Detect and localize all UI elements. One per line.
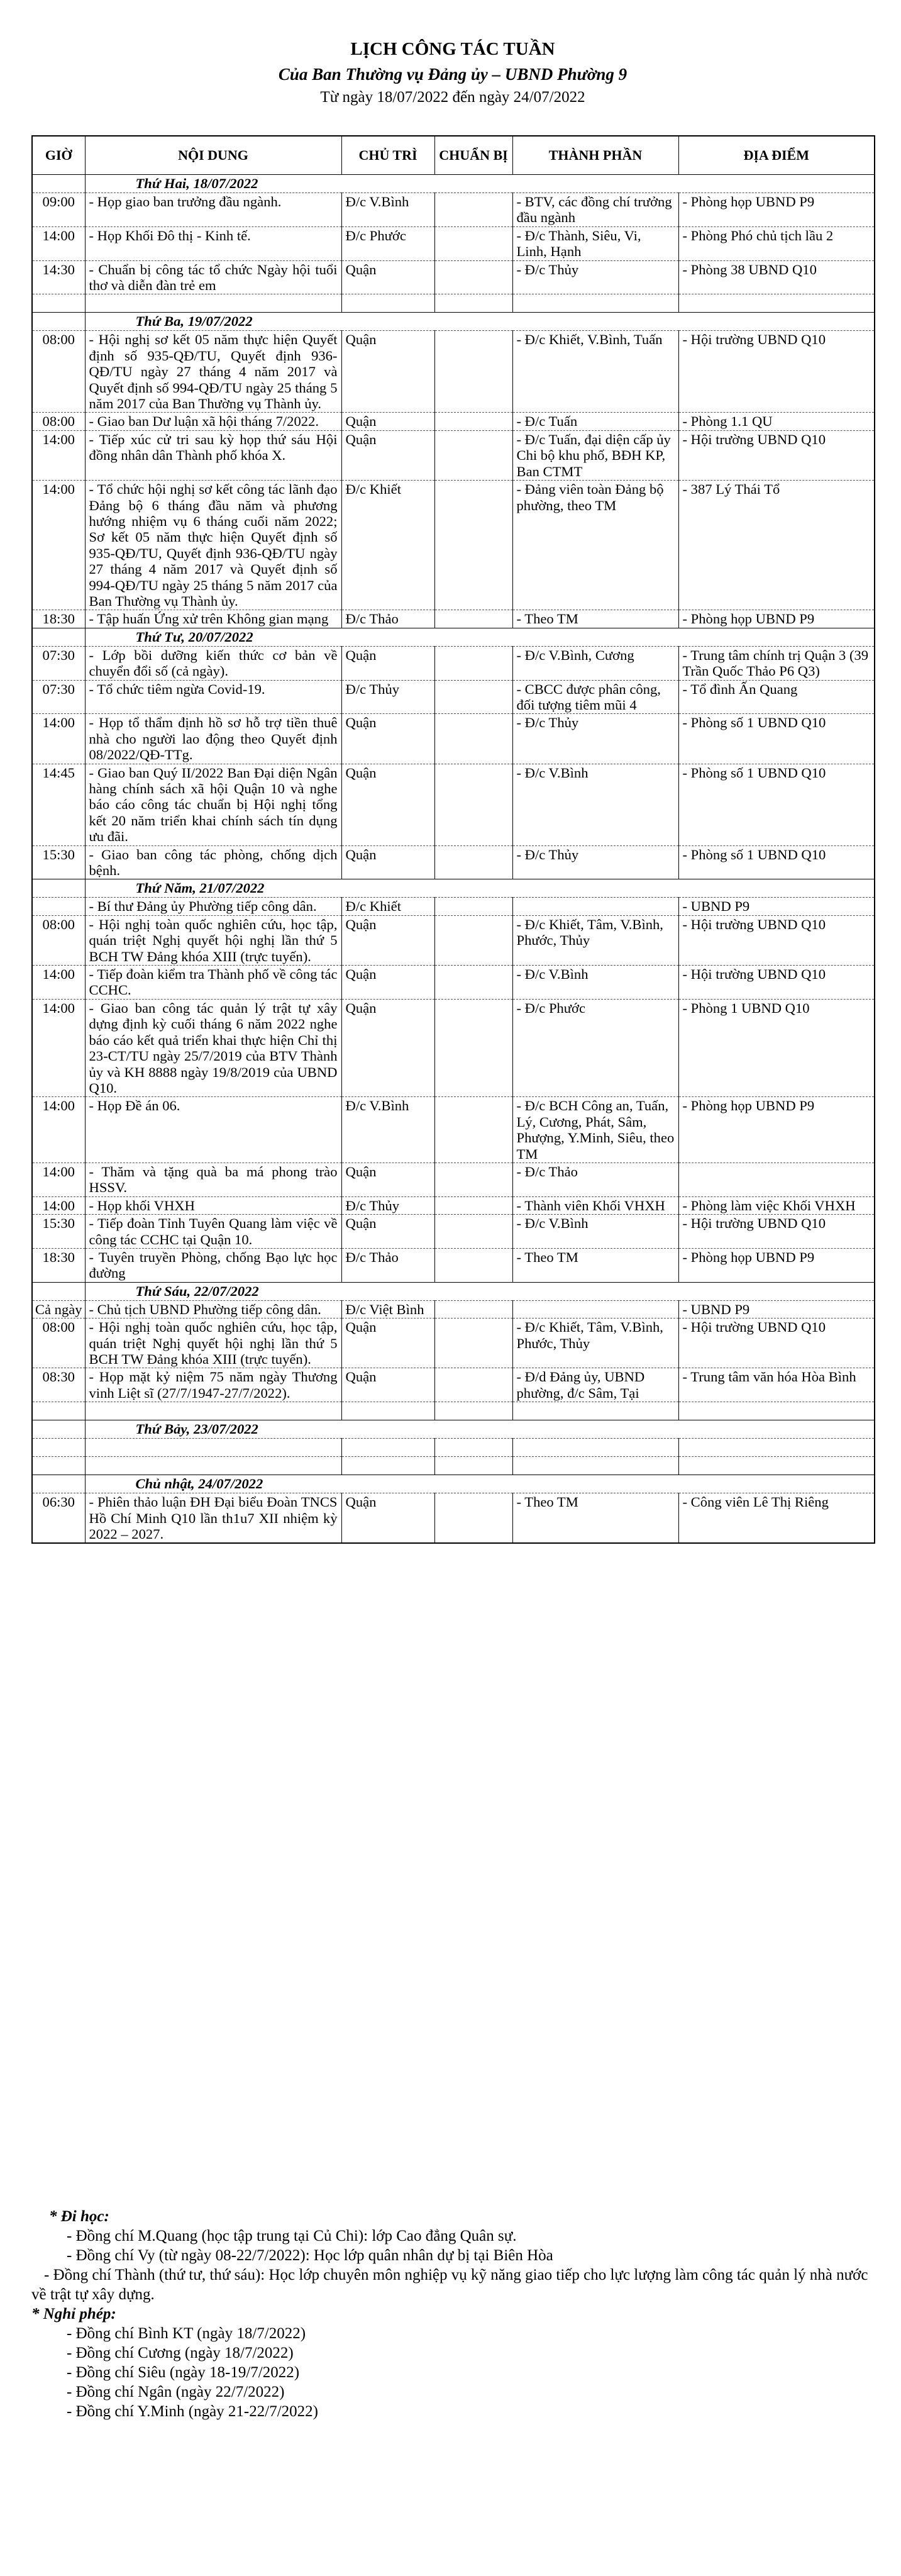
table-row — [32, 764, 875, 845]
cell-chair: Đ/c Khiết — [341, 898, 434, 915]
cell-members: - Đ/c Thành, Siêu, Vi, Linh, Hạnh — [512, 226, 678, 260]
cell-time: 08:00 — [32, 915, 85, 965]
cell-content: - Tuyên truyền Phòng, chống Bạo lực học đường — [85, 1248, 341, 1282]
table-row — [32, 915, 875, 965]
cell-time: 14:30 — [32, 260, 85, 294]
cell-time: 08:30 — [32, 1368, 85, 1402]
table-row — [32, 1300, 875, 1318]
cell-location: - Phòng số 1 UBND Q10 — [678, 714, 875, 764]
cell-location: - Phòng Phó chủ tịch lầu 2 — [678, 226, 875, 260]
table-row — [32, 1215, 875, 1249]
leave-item: - Đồng chí Y.Minh (ngày 21-22/7/2022) — [67, 2403, 318, 2420]
cell-prep — [434, 1300, 512, 1318]
cell-location: - Hội trường UBND Q10 — [678, 1215, 875, 1249]
cell-time: 06:30 — [32, 1493, 85, 1544]
table-row — [32, 1439, 875, 1457]
cell-prep — [434, 413, 512, 430]
cell-prep — [434, 1163, 512, 1196]
cell-prep — [434, 294, 512, 313]
table-row — [32, 430, 875, 480]
cell-chair: Đ/c Việt Bình — [341, 1300, 434, 1318]
column-header-members: THÀNH PHẦN — [512, 136, 678, 175]
cell-location — [678, 1402, 875, 1420]
table-row — [32, 193, 875, 227]
cell-time: 08:00 — [32, 413, 85, 430]
cell-members: - Đ/c BCH Công an, Tuấn, Lý, Cương, Phát, Sâm, Phượng, Y.Minh, Siêu, theo TM — [512, 1097, 678, 1163]
study-item: - Đồng chí M.Quang (học tập trung tại Củ Chi): lớp Cao đẳng Quân sự. — [67, 2228, 517, 2244]
cell-chair: Quận — [341, 1319, 434, 1368]
cell-members — [512, 1402, 678, 1420]
cell-time: 09:00 — [32, 193, 85, 227]
cell-chair: Quận — [341, 764, 434, 845]
cell-location: - Trung tâm văn hóa Hòa Bình — [678, 1368, 875, 1402]
cell-time — [32, 898, 85, 915]
cell-members: - Thành viên Khối VHXH — [512, 1196, 678, 1214]
column-header-content: NỘI DUNG — [85, 136, 341, 175]
table-row — [32, 294, 875, 313]
cell-time: 15:30 — [32, 1215, 85, 1249]
table-row — [32, 1319, 875, 1368]
cell-time: Cả ngày — [32, 1300, 85, 1318]
column-header-location: ĐỊA ĐIỂM — [678, 136, 875, 175]
cell-chair: Quận — [341, 1368, 434, 1402]
cell-location: - Hội trường UBND Q10 — [678, 915, 875, 965]
cell-time: 15:30 — [32, 845, 85, 879]
cell-chair: Quận — [341, 714, 434, 764]
cell-prep — [434, 430, 512, 480]
cell-prep — [434, 1493, 512, 1544]
cell-chair: Quận — [341, 999, 434, 1096]
table-row — [32, 226, 875, 260]
cell-location: - Phòng 38 UBND Q10 — [678, 260, 875, 294]
cell-members: - Đ/c V.Bình, Cương — [512, 646, 678, 680]
cell-content: - Hội nghị toàn quốc nghiên cứu, học tập, quán triệt Nghị quyết hội nghị lần thứ 5 BCH TW Đảng khóa XIII (trực tuyến). — [85, 1319, 341, 1368]
day-header-blank — [32, 1282, 85, 1300]
cell-prep — [434, 331, 512, 413]
cell-prep — [434, 646, 512, 680]
cell-content: - Tiếp đoàn Tỉnh Tuyên Quang làm việc về công tác CCHC tại Quận 10. — [85, 1215, 341, 1249]
table-row — [32, 999, 875, 1096]
cell-members: - Đ/c Thủy — [512, 714, 678, 764]
leave-item: - Đồng chí Siêu (ngày 18-19/7/2022) — [67, 2364, 300, 2381]
cell-content: - Giao ban công tác quản lý trật tự xây dựng định kỳ cuối tháng 6 năm 2022 nghe báo cáo kết quả triển khai thực hiện Chỉ thị 23-CT/TU ngày 25/7/2019 của BTV Thành ủy và KH 8888 ngày 19/8/2019 của UBND Q10. — [85, 999, 341, 1096]
table-row — [32, 1368, 875, 1402]
cell-content: - Hội nghị sơ kết 05 năm thực hiện Quyết định số 935-QĐ/TU, Quyết định 936-QĐ/TU ngày 27 tháng 4 năm 2017 và Quyết định số 994-QĐ/TU ngày 25 tháng 5 năm 2017 của Ban Thường vụ Thành ủy. — [85, 331, 341, 413]
cell-prep — [434, 1215, 512, 1249]
cell-prep — [434, 764, 512, 845]
cell-prep — [434, 610, 512, 628]
leave-item: - Đồng chí Ngân (ngày 22/7/2022) — [67, 2384, 285, 2400]
cell-time: 14:00 — [32, 714, 85, 764]
cell-chair: Đ/c Phước — [341, 226, 434, 260]
table-row — [32, 1457, 875, 1475]
cell-location: - Phòng 1.1 QU — [678, 413, 875, 430]
cell-chair: Đ/c Khiết — [341, 481, 434, 610]
cell-location — [678, 294, 875, 313]
cell-members: - Đ/c Tuấn, đại diện cấp ủy Chi bộ khu phố, BĐH KP, Ban CTMT — [512, 430, 678, 480]
cell-location — [678, 1163, 875, 1196]
cell-prep — [434, 1248, 512, 1282]
cell-prep — [434, 714, 512, 764]
table-row — [32, 1248, 875, 1282]
cell-content — [85, 1439, 341, 1457]
cell-content: - Lớp bồi dưỡng kiến thức cơ bản về chuyển đổi số (cả ngày). — [85, 646, 341, 680]
page-title: LỊCH CÔNG TÁC TUẦN — [350, 39, 555, 59]
cell-chair: Quận — [341, 1215, 434, 1249]
cell-time: 14:00 — [32, 226, 85, 260]
cell-content: - Giao ban Dư luận xã hội tháng 7/2022. — [85, 413, 341, 430]
cell-chair: Đ/c Thảo — [341, 610, 434, 628]
day-title: Thứ Sáu, 22/07/2022 — [85, 1282, 875, 1300]
cell-location: - Hội trường UBND Q10 — [678, 430, 875, 480]
cell-content: - Bí thư Đảng ủy Phường tiếp công dân. — [85, 898, 341, 915]
table-row — [32, 1196, 875, 1214]
cell-time — [32, 294, 85, 313]
day-header-blank — [32, 1475, 85, 1493]
cell-location: - Phòng số 1 UBND Q10 — [678, 764, 875, 845]
day-header-row — [32, 1282, 875, 1300]
day-title: Thứ Ba, 19/07/2022 — [85, 313, 875, 331]
cell-members — [512, 1300, 678, 1318]
day-header-row — [32, 1475, 875, 1493]
cell-time: 08:00 — [32, 331, 85, 413]
cell-location: - UBND P9 — [678, 898, 875, 915]
cell-prep — [434, 260, 512, 294]
cell-members: - Đ/c Phước — [512, 999, 678, 1096]
cell-chair — [341, 1457, 434, 1475]
cell-content: - Tiếp xúc cử tri sau kỳ họp thứ sáu Hội đồng nhân dân Thành phố khóa X. — [85, 430, 341, 480]
table-row — [32, 610, 875, 628]
day-header-row — [32, 313, 875, 331]
cell-content — [85, 1402, 341, 1420]
cell-chair: Đ/c V.Bình — [341, 1097, 434, 1163]
cell-content: - Thăm và tặng quà ba má phong trào HSSV. — [85, 1163, 341, 1196]
cell-time: 14:00 — [32, 999, 85, 1096]
cell-time: 08:00 — [32, 1319, 85, 1368]
cell-location: - Trung tâm chính trị Quận 3 (39 Trần Quốc Thảo P6 Q3) — [678, 646, 875, 680]
table-row — [32, 646, 875, 680]
cell-chair: Quận — [341, 1493, 434, 1544]
leave-heading: * Nghỉ phép: — [31, 2306, 116, 2322]
cell-time: 14:00 — [32, 1196, 85, 1214]
cell-location: - Phòng họp UBND P9 — [678, 193, 875, 227]
cell-content: - Chủ tịch UBND Phường tiếp công dân. — [85, 1300, 341, 1318]
cell-location — [678, 1439, 875, 1457]
table-header-row — [32, 136, 875, 175]
cell-content: - Họp tổ thẩm định hồ sơ hỗ trợ tiền thuê nhà cho người lao động theo Quyết định 08/2022/QĐ-TTg. — [85, 714, 341, 764]
study-item: - Đồng chí Vy (từ ngày 08-22/7/2022): Học lớp quân nhân dự bị tại Biên Hòa — [67, 2247, 553, 2264]
cell-content: - Giao ban công tác phòng, chống dịch bệnh. — [85, 845, 341, 879]
cell-prep — [434, 481, 512, 610]
cell-location: - Phòng họp UBND P9 — [678, 1097, 875, 1163]
cell-prep — [434, 966, 512, 1000]
cell-time — [32, 1402, 85, 1420]
day-header-blank — [32, 313, 85, 331]
day-header-row — [32, 879, 875, 898]
cell-prep — [434, 1097, 512, 1163]
cell-location: - 387 Lý Thái Tổ — [678, 481, 875, 610]
cell-members: - Đ/c Thảo — [512, 1163, 678, 1196]
cell-prep — [434, 1319, 512, 1368]
cell-content — [85, 294, 341, 313]
day-header-blank — [32, 879, 85, 898]
table-row — [32, 331, 875, 413]
cell-chair — [341, 1402, 434, 1420]
schedule-table — [31, 135, 875, 1544]
table-row — [32, 845, 875, 879]
cell-prep — [434, 680, 512, 714]
cell-chair — [341, 1439, 434, 1457]
cell-time: 14:00 — [32, 481, 85, 610]
cell-chair: Quận — [341, 845, 434, 879]
cell-members: - Theo TM — [512, 1493, 678, 1544]
cell-location: - Phòng 1 UBND Q10 — [678, 999, 875, 1096]
day-header-blank — [32, 628, 85, 646]
study-heading: * Đi học: — [49, 2208, 109, 2225]
cell-time: 07:30 — [32, 646, 85, 680]
page-subtitle: Của Ban Thường vụ Đảng ủy – UBND Phường 9 — [278, 65, 627, 84]
cell-location: - Hội trường UBND Q10 — [678, 966, 875, 1000]
notes-section — [31, 2207, 874, 2421]
table-row — [32, 1493, 875, 1544]
day-title: Thứ Năm, 21/07/2022 — [85, 879, 875, 898]
day-title: Thứ Bảy, 23/07/2022 — [85, 1420, 875, 1439]
cell-members: - Đ/c V.Bình — [512, 1215, 678, 1249]
table-row — [32, 481, 875, 610]
cell-members: - Đ/c Khiết, Tâm, V.Bình, Phước, Thủy — [512, 915, 678, 965]
cell-prep — [434, 193, 512, 227]
cell-location: - Phòng số 1 UBND Q10 — [678, 845, 875, 879]
schedule-body — [32, 175, 875, 1544]
table-row — [32, 680, 875, 714]
table-row — [32, 714, 875, 764]
cell-chair: Đ/c Thủy — [341, 680, 434, 714]
cell-time: 14:45 — [32, 764, 85, 845]
cell-prep — [434, 1402, 512, 1420]
day-title: Thứ Tư, 20/07/2022 — [85, 628, 875, 646]
cell-location: - Phòng họp UBND P9 — [678, 1248, 875, 1282]
cell-content: - Họp giao ban trưởng đầu ngành. — [85, 193, 341, 227]
cell-chair: Quận — [341, 430, 434, 480]
cell-content: - Họp Đề án 06. — [85, 1097, 341, 1163]
cell-members: - Đ/c Khiết, V.Bình, Tuấn — [512, 331, 678, 413]
table-row — [32, 260, 875, 294]
cell-members: - Theo TM — [512, 610, 678, 628]
cell-time: 18:30 — [32, 610, 85, 628]
cell-content: - Phiên thảo luận ĐH Đại biểu Đoàn TNCS Hồ Chí Minh Q10 lần th1u7 XII nhiệm kỳ 2022 – 2027. — [85, 1493, 341, 1544]
column-header-time: GIỜ — [32, 136, 85, 175]
cell-members: - Đ/c Thủy — [512, 260, 678, 294]
cell-prep — [434, 845, 512, 879]
cell-chair: Quận — [341, 646, 434, 680]
cell-prep — [434, 1368, 512, 1402]
table-row — [32, 898, 875, 915]
column-header-prep: CHUẨN BỊ — [434, 136, 512, 175]
cell-chair: Quận — [341, 331, 434, 413]
cell-members: - BTV, các đồng chí trưởng đầu ngành — [512, 193, 678, 227]
cell-chair: Quận — [341, 413, 434, 430]
table-row — [32, 966, 875, 1000]
cell-location — [678, 1457, 875, 1475]
day-title: Chủ nhật, 24/07/2022 — [85, 1475, 875, 1493]
cell-members: - Đ/c V.Bình — [512, 966, 678, 1000]
study-item: - Đồng chí Thành (thứ tư, thứ sáu): Học lớp chuyên môn nghiệp vụ kỹ năng giao tiếp cho lực lượng làm công tác quản lý nhà nước về trật tự xây dựng. — [31, 2267, 868, 2303]
cell-chair: Đ/c V.Bình — [341, 193, 434, 227]
day-header-blank — [32, 175, 85, 193]
cell-content — [85, 1457, 341, 1475]
cell-chair — [341, 294, 434, 313]
cell-time: 07:30 — [32, 680, 85, 714]
cell-chair: Quận — [341, 966, 434, 1000]
cell-members: - CBCC được phân công, đối tượng tiêm mũi 4 — [512, 680, 678, 714]
cell-prep — [434, 1439, 512, 1457]
cell-prep — [434, 1196, 512, 1214]
cell-content: - Tiếp đoàn kiểm tra Thành phố về công tác CCHC. — [85, 966, 341, 1000]
cell-prep — [434, 898, 512, 915]
cell-time: 14:00 — [32, 430, 85, 480]
cell-members — [512, 294, 678, 313]
cell-content: - Hội nghị toàn quốc nghiên cứu, học tập, quán triệt Nghị quyết hội nghị lần thứ 5 BCH TW Đảng khóa XIII (trực tuyến). — [85, 915, 341, 965]
cell-chair: Đ/c Thủy — [341, 1196, 434, 1214]
cell-content: - Tổ chức hội nghị sơ kết công tác lãnh đạo Đảng bộ 6 tháng đầu năm và phương hướng nhiệm vụ 6 tháng cuối năm 2022; Sơ kết 05 năm thực hiện Quyết định số 935-QĐ/TU, Quyết định 936-QĐ/TU ngày 27 tháng 4 năm 2017 và Quyết định số 994-QĐ/TU ngày 25 tháng 5 năm 2017 của Ban Thường vụ Thành ủy. — [85, 481, 341, 610]
cell-time: 14:00 — [32, 1097, 85, 1163]
date-range: Từ ngày 18/07/2022 đến ngày 24/07/2022 — [320, 89, 585, 106]
cell-chair: Quận — [341, 915, 434, 965]
table-row — [32, 413, 875, 430]
cell-members — [512, 1457, 678, 1475]
cell-members — [512, 898, 678, 915]
cell-location: - Hội trường UBND Q10 — [678, 331, 875, 413]
cell-members: - Đ/c Khiết, Tâm, V.Bình, Phước, Thủy — [512, 1319, 678, 1368]
cell-prep — [434, 915, 512, 965]
leave-item: - Đồng chí Cương (ngày 18/7/2022) — [67, 2345, 294, 2361]
cell-content: - Tổ chức tiêm ngừa Covid-19. — [85, 680, 341, 714]
cell-members: - Đ/d Đảng ủy, UBND phường, đ/c Sâm, Tại — [512, 1368, 678, 1402]
cell-chair: Quận — [341, 260, 434, 294]
cell-location: - Phòng làm việc Khối VHXH — [678, 1196, 875, 1214]
cell-time: 14:00 — [32, 966, 85, 1000]
cell-members: - Đ/c Thủy — [512, 845, 678, 879]
cell-members: - Đ/c Tuấn — [512, 413, 678, 430]
table-row — [32, 1163, 875, 1196]
cell-members: - Theo TM — [512, 1248, 678, 1282]
cell-content: - Tập huấn Ứng xử trên Không gian mạng — [85, 610, 341, 628]
cell-members: - Đ/c V.Bình — [512, 764, 678, 845]
cell-content: - Họp Khối Đô thị - Kinh tế. — [85, 226, 341, 260]
leave-item: - Đồng chí Bình KT (ngày 18/7/2022) — [67, 2325, 306, 2342]
day-header-blank — [32, 1420, 85, 1439]
cell-prep — [434, 999, 512, 1096]
cell-content: - Họp khối VHXH — [85, 1196, 341, 1214]
table-row — [32, 1402, 875, 1420]
cell-content: - Chuẩn bị công tác tổ chức Ngày hội tuổi thơ và diễn đàn trẻ em — [85, 260, 341, 294]
cell-time: 18:30 — [32, 1248, 85, 1282]
day-header-row — [32, 175, 875, 193]
cell-location: - Phòng họp UBND P9 — [678, 610, 875, 628]
cell-location: - Công viên Lê Thị Riêng — [678, 1493, 875, 1544]
cell-time — [32, 1439, 85, 1457]
cell-time — [32, 1457, 85, 1475]
cell-members — [512, 1439, 678, 1457]
cell-prep — [434, 1457, 512, 1475]
cell-location: - Tổ đình Ấn Quang — [678, 680, 875, 714]
cell-members: - Đảng viên toàn Đảng bộ phường, theo TM — [512, 481, 678, 610]
cell-chair: Đ/c Thảo — [341, 1248, 434, 1282]
cell-location: - Hội trường UBND Q10 — [678, 1319, 875, 1368]
table-row — [32, 1097, 875, 1163]
cell-prep — [434, 226, 512, 260]
cell-time: 14:00 — [32, 1163, 85, 1196]
day-header-row — [32, 628, 875, 646]
column-header-chair: CHỦ TRÌ — [341, 136, 434, 175]
day-header-row — [32, 1420, 875, 1439]
cell-location: - UBND P9 — [678, 1300, 875, 1318]
cell-content: - Họp mặt kỷ niệm 75 năm ngày Thương vinh Liệt sĩ (27/7/1947-27/7/2022). — [85, 1368, 341, 1402]
cell-content: - Giao ban Quý II/2022 Ban Đại diện Ngân hàng chính sách xã hội Quận 10 và nghe báo cáo công tác chuẩn bị Hội nghị tổng kết 20 năm triển khai chính sách tín dụng ưu đãi. — [85, 764, 341, 845]
day-title: Thứ Hai, 18/07/2022 — [85, 175, 875, 193]
cell-chair: Quận — [341, 1163, 434, 1196]
